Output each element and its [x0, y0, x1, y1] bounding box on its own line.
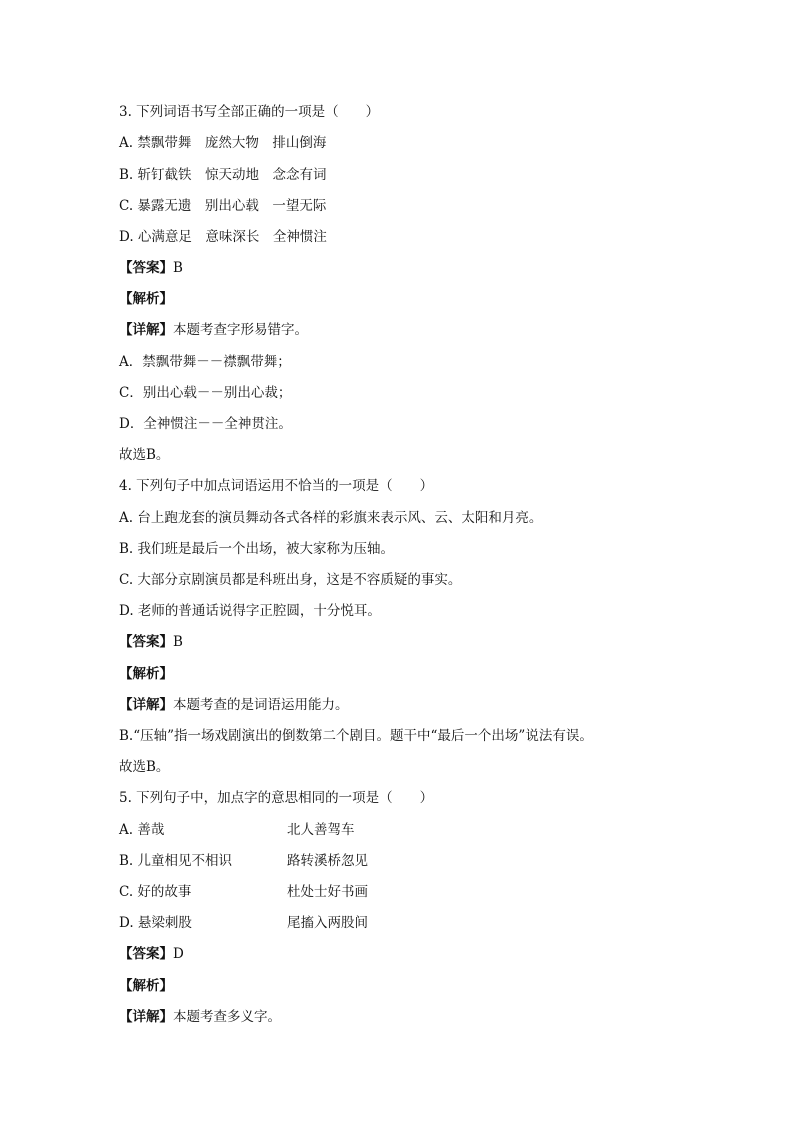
option-right: 北人善驾车	[287, 822, 355, 838]
detail-text: 本题考查字形易错字。	[173, 322, 308, 338]
answer-label: 【答案】	[119, 260, 173, 276]
option-right: 路转溪桥忽见	[287, 853, 368, 869]
q4-analysis-label: 【解析】	[119, 666, 173, 682]
q3-fix-c: C．别出心载－－别出心裁；	[119, 385, 292, 401]
answer-label: 【答案】	[119, 634, 173, 650]
option-right: 杜处士好书画	[287, 884, 368, 900]
q4-explanation: B.“压轴”指一场戏剧演出的倒数第二个剧目。题干中“最后一个出场”说法有误。	[119, 728, 593, 744]
q4-stem: 4. 下列句子中加点词语运用不恰当的一项是（ ）	[119, 478, 434, 494]
option-right: 尾搐入两股间	[287, 915, 368, 931]
answer-value: D	[173, 946, 184, 962]
q3-answer	[119, 259, 183, 277]
q3-conclusion: 故选B。	[119, 447, 170, 463]
answer-label: 【答案】	[119, 946, 173, 962]
detail-text: 本题考查多义字。	[173, 1009, 281, 1025]
q5-option-a	[119, 821, 355, 839]
q4-option-c: C. 大部分京剧演员都是科班出身，这是不容质疑的事实。	[119, 572, 462, 588]
q3-option-d: D. 心满意足 意味深长 全神惯注	[119, 229, 327, 245]
q4-answer	[119, 633, 183, 651]
q3-option-b: B. 斩钉截铁 惊天动地 念念有词	[119, 167, 327, 183]
q3-fix-a: A．禁飘带舞－－襟飘带舞；	[119, 354, 291, 370]
q5-stem: 5. 下列句子中，加点字的意思相同的一项是（ ）	[119, 790, 434, 806]
option-left: A. 善哉	[119, 822, 165, 838]
q3-fix-d: D．全神惯注－－全神贯注。	[119, 416, 292, 432]
q3-stem: 3. 下列词语书写全部正确的一项是（ ）	[119, 104, 380, 120]
option-left: C. 好的故事	[119, 884, 192, 900]
q5-answer	[119, 945, 184, 963]
detail-label: 【详解】	[119, 322, 173, 338]
answer-value: B	[173, 634, 183, 650]
q3-analysis-label: 【解析】	[119, 291, 173, 307]
q3-option-c: C. 暴露无遗 别出心载 一望无际	[119, 198, 327, 214]
detail-label: 【详解】	[119, 697, 173, 713]
q5-detail	[119, 1008, 281, 1026]
q5-analysis-label: 【解析】	[119, 978, 173, 994]
answer-value: B	[173, 260, 183, 276]
q4-option-b: B. 我们班是最后一个出场，被大家称为压轴。	[119, 541, 395, 557]
option-left: B. 儿童相见不相识	[119, 853, 233, 869]
q4-option-d: D. 老师的普通话说得字正腔圆，十分悦耳。	[119, 603, 381, 619]
q5-option-d	[119, 914, 368, 932]
q5-option-b	[119, 852, 368, 870]
q5-option-c	[119, 883, 368, 901]
q4-option-a: A. 台上跑龙套的演员舞动各式各样的彩旗来表示风、云、太阳和月亮。	[119, 510, 543, 526]
option-left: D. 悬梁刺股	[119, 915, 192, 931]
detail-label: 【详解】	[119, 1009, 173, 1025]
detail-text: 本题考查的是词语运用能力。	[173, 697, 349, 713]
q4-detail	[119, 696, 349, 714]
q4-conclusion: 故选B。	[119, 759, 170, 775]
q3-detail	[119, 321, 308, 339]
q3-option-a: A. 禁飘带舞 庞然大物 排山倒海	[119, 135, 327, 151]
